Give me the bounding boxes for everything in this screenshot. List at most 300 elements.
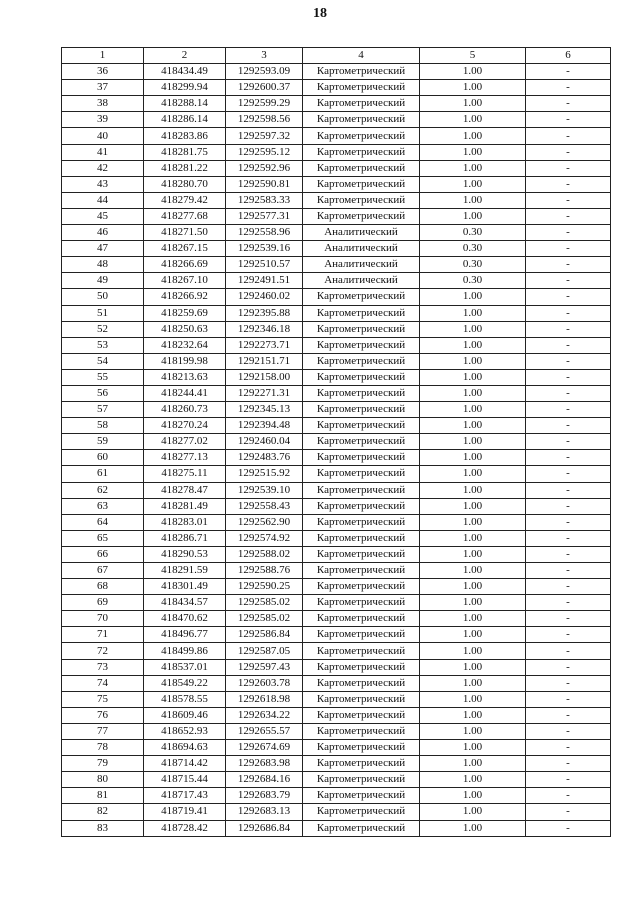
x-coordinate-cell: 418578.55 xyxy=(144,691,226,707)
point-number-cell: 37 xyxy=(62,80,144,96)
point-number-cell: 77 xyxy=(62,723,144,739)
accuracy-cell: 1.00 xyxy=(420,611,526,627)
accuracy-cell: 1.00 xyxy=(420,788,526,804)
accuracy-cell: 1.00 xyxy=(420,128,526,144)
x-coordinate-cell: 418277.13 xyxy=(144,450,226,466)
point-number-cell: 69 xyxy=(62,595,144,611)
x-coordinate-cell: 418299.94 xyxy=(144,80,226,96)
point-number-cell: 63 xyxy=(62,498,144,514)
accuracy-cell: 1.00 xyxy=(420,353,526,369)
y-coordinate-cell: 1292598.56 xyxy=(226,112,303,128)
accuracy-cell: 1.00 xyxy=(420,176,526,192)
y-coordinate-cell: 1292634.22 xyxy=(226,707,303,723)
point-number-cell: 60 xyxy=(62,450,144,466)
note-cell: - xyxy=(526,353,611,369)
column-header: 1 xyxy=(62,48,144,64)
method-cell: Картометрический xyxy=(303,820,420,836)
point-number-cell: 43 xyxy=(62,176,144,192)
method-cell: Картометрический xyxy=(303,160,420,176)
y-coordinate-cell: 1292158.00 xyxy=(226,369,303,385)
y-coordinate-cell: 1292683.79 xyxy=(226,788,303,804)
x-coordinate-cell: 418266.92 xyxy=(144,289,226,305)
method-cell: Картометрический xyxy=(303,466,420,482)
table-row xyxy=(62,208,611,224)
table-row xyxy=(62,192,611,208)
table-row xyxy=(62,337,611,353)
note-cell: - xyxy=(526,450,611,466)
note-cell: - xyxy=(526,611,611,627)
method-cell: Аналитический xyxy=(303,241,420,257)
point-number-cell: 64 xyxy=(62,514,144,530)
y-coordinate-cell: 1292562.90 xyxy=(226,514,303,530)
x-coordinate-cell: 418652.93 xyxy=(144,723,226,739)
table-row xyxy=(62,305,611,321)
x-coordinate-cell: 418283.01 xyxy=(144,514,226,530)
y-coordinate-cell: 1292539.16 xyxy=(226,241,303,257)
y-coordinate-cell: 1292345.13 xyxy=(226,402,303,418)
note-cell: - xyxy=(526,305,611,321)
column-header: 4 xyxy=(303,48,420,64)
table-row xyxy=(62,530,611,546)
note-cell: - xyxy=(526,643,611,659)
method-cell: Картометрический xyxy=(303,450,420,466)
x-coordinate-cell: 418283.86 xyxy=(144,128,226,144)
y-coordinate-cell: 1292483.76 xyxy=(226,450,303,466)
accuracy-cell: 1.00 xyxy=(420,192,526,208)
method-cell: Картометрический xyxy=(303,369,420,385)
method-cell: Картометрический xyxy=(303,723,420,739)
note-cell: - xyxy=(526,96,611,112)
method-cell: Картометрический xyxy=(303,579,420,595)
y-coordinate-cell: 1292590.25 xyxy=(226,579,303,595)
note-cell: - xyxy=(526,482,611,498)
x-coordinate-cell: 418259.69 xyxy=(144,305,226,321)
x-coordinate-cell: 418244.41 xyxy=(144,385,226,401)
method-cell: Аналитический xyxy=(303,257,420,273)
table-row xyxy=(62,64,611,80)
method-cell: Картометрический xyxy=(303,208,420,224)
method-cell: Картометрический xyxy=(303,530,420,546)
table-row xyxy=(62,546,611,562)
table-row xyxy=(62,418,611,434)
method-cell: Картометрический xyxy=(303,337,420,353)
x-coordinate-cell: 418719.41 xyxy=(144,804,226,820)
accuracy-cell: 1.00 xyxy=(420,402,526,418)
point-number-cell: 50 xyxy=(62,289,144,305)
y-coordinate-cell: 1292674.69 xyxy=(226,740,303,756)
point-number-cell: 74 xyxy=(62,675,144,691)
note-cell: - xyxy=(526,627,611,643)
table-row xyxy=(62,482,611,498)
method-cell: Картометрический xyxy=(303,434,420,450)
method-cell: Картометрический xyxy=(303,144,420,160)
point-number-cell: 52 xyxy=(62,321,144,337)
y-coordinate-cell: 1292460.02 xyxy=(226,289,303,305)
accuracy-cell: 0.30 xyxy=(420,273,526,289)
method-cell: Картометрический xyxy=(303,289,420,305)
note-cell: - xyxy=(526,257,611,273)
point-number-cell: 45 xyxy=(62,208,144,224)
accuracy-cell: 1.00 xyxy=(420,144,526,160)
accuracy-cell: 1.00 xyxy=(420,450,526,466)
method-cell: Картометрический xyxy=(303,804,420,820)
y-coordinate-cell: 1292595.12 xyxy=(226,144,303,160)
coordinates-table xyxy=(61,47,611,837)
accuracy-cell: 1.00 xyxy=(420,369,526,385)
y-coordinate-cell: 1292603.78 xyxy=(226,675,303,691)
y-coordinate-cell: 1292558.43 xyxy=(226,498,303,514)
y-coordinate-cell: 1292599.29 xyxy=(226,96,303,112)
note-cell: - xyxy=(526,402,611,418)
accuracy-cell: 1.00 xyxy=(420,498,526,514)
y-coordinate-cell: 1292588.02 xyxy=(226,546,303,562)
note-cell: - xyxy=(526,707,611,723)
y-coordinate-cell: 1292686.84 xyxy=(226,820,303,836)
x-coordinate-cell: 418470.62 xyxy=(144,611,226,627)
note-cell: - xyxy=(526,659,611,675)
method-cell: Картометрический xyxy=(303,627,420,643)
accuracy-cell: 1.00 xyxy=(420,546,526,562)
note-cell: - xyxy=(526,740,611,756)
table-row xyxy=(62,96,611,112)
method-cell: Картометрический xyxy=(303,514,420,530)
y-coordinate-cell: 1292271.31 xyxy=(226,385,303,401)
accuracy-cell: 1.00 xyxy=(420,64,526,80)
table-row xyxy=(62,225,611,241)
y-coordinate-cell: 1292597.43 xyxy=(226,659,303,675)
point-number-cell: 36 xyxy=(62,64,144,80)
accuracy-cell: 0.30 xyxy=(420,241,526,257)
accuracy-cell: 1.00 xyxy=(420,482,526,498)
y-coordinate-cell: 1292590.81 xyxy=(226,176,303,192)
point-number-cell: 72 xyxy=(62,643,144,659)
point-number-cell: 38 xyxy=(62,96,144,112)
table-row xyxy=(62,740,611,756)
y-coordinate-cell: 1292151.71 xyxy=(226,353,303,369)
table-row xyxy=(62,402,611,418)
x-coordinate-cell: 418271.50 xyxy=(144,225,226,241)
y-coordinate-cell: 1292588.76 xyxy=(226,563,303,579)
accuracy-cell: 1.00 xyxy=(420,772,526,788)
point-number-cell: 80 xyxy=(62,772,144,788)
point-number-cell: 83 xyxy=(62,820,144,836)
method-cell: Картометрический xyxy=(303,192,420,208)
x-coordinate-cell: 418301.49 xyxy=(144,579,226,595)
note-cell: - xyxy=(526,128,611,144)
note-cell: - xyxy=(526,225,611,241)
x-coordinate-cell: 418717.43 xyxy=(144,788,226,804)
note-cell: - xyxy=(526,64,611,80)
table-row xyxy=(62,563,611,579)
accuracy-cell: 0.30 xyxy=(420,257,526,273)
table-row xyxy=(62,820,611,836)
table-body xyxy=(62,64,611,837)
y-coordinate-cell: 1292618.98 xyxy=(226,691,303,707)
method-cell: Картометрический xyxy=(303,675,420,691)
table-row xyxy=(62,434,611,450)
method-cell: Картометрический xyxy=(303,176,420,192)
y-coordinate-cell: 1292491.51 xyxy=(226,273,303,289)
note-cell: - xyxy=(526,385,611,401)
note-cell: - xyxy=(526,498,611,514)
x-coordinate-cell: 418694.63 xyxy=(144,740,226,756)
y-coordinate-cell: 1292510.57 xyxy=(226,257,303,273)
x-coordinate-cell: 418277.02 xyxy=(144,434,226,450)
table-row xyxy=(62,579,611,595)
note-cell: - xyxy=(526,691,611,707)
note-cell: - xyxy=(526,273,611,289)
point-number-cell: 54 xyxy=(62,353,144,369)
table-row xyxy=(62,257,611,273)
y-coordinate-cell: 1292583.33 xyxy=(226,192,303,208)
accuracy-cell: 1.00 xyxy=(420,337,526,353)
x-coordinate-cell: 418281.75 xyxy=(144,144,226,160)
method-cell: Картометрический xyxy=(303,353,420,369)
note-cell: - xyxy=(526,804,611,820)
point-number-cell: 41 xyxy=(62,144,144,160)
method-cell: Картометрический xyxy=(303,321,420,337)
note-cell: - xyxy=(526,144,611,160)
column-header: 6 xyxy=(526,48,611,64)
note-cell: - xyxy=(526,434,611,450)
note-cell: - xyxy=(526,160,611,176)
point-number-cell: 49 xyxy=(62,273,144,289)
x-coordinate-cell: 418280.70 xyxy=(144,176,226,192)
point-number-cell: 55 xyxy=(62,369,144,385)
point-number-cell: 70 xyxy=(62,611,144,627)
y-coordinate-cell: 1292600.37 xyxy=(226,80,303,96)
table-row xyxy=(62,643,611,659)
point-number-cell: 53 xyxy=(62,337,144,353)
accuracy-cell: 1.00 xyxy=(420,820,526,836)
accuracy-cell: 1.00 xyxy=(420,514,526,530)
note-cell: - xyxy=(526,788,611,804)
note-cell: - xyxy=(526,756,611,772)
table-row xyxy=(62,321,611,337)
table-row xyxy=(62,691,611,707)
note-cell: - xyxy=(526,321,611,337)
page-number: 18 xyxy=(313,6,327,21)
x-coordinate-cell: 418434.49 xyxy=(144,64,226,80)
accuracy-cell: 1.00 xyxy=(420,321,526,337)
point-number-cell: 67 xyxy=(62,563,144,579)
note-cell: - xyxy=(526,176,611,192)
note-cell: - xyxy=(526,563,611,579)
accuracy-cell: 1.00 xyxy=(420,691,526,707)
method-cell: Картометрический xyxy=(303,80,420,96)
table-row xyxy=(62,772,611,788)
table-row xyxy=(62,385,611,401)
x-coordinate-cell: 418537.01 xyxy=(144,659,226,675)
point-number-cell: 44 xyxy=(62,192,144,208)
note-cell: - xyxy=(526,241,611,257)
table-row xyxy=(62,80,611,96)
point-number-cell: 71 xyxy=(62,627,144,643)
column-header: 2 xyxy=(144,48,226,64)
point-number-cell: 56 xyxy=(62,385,144,401)
y-coordinate-cell: 1292585.02 xyxy=(226,611,303,627)
point-number-cell: 79 xyxy=(62,756,144,772)
accuracy-cell: 1.00 xyxy=(420,305,526,321)
y-coordinate-cell: 1292515.92 xyxy=(226,466,303,482)
method-cell: Картометрический xyxy=(303,659,420,675)
method-cell: Картометрический xyxy=(303,128,420,144)
x-coordinate-cell: 418199.98 xyxy=(144,353,226,369)
x-coordinate-cell: 418277.68 xyxy=(144,208,226,224)
note-cell: - xyxy=(526,80,611,96)
point-number-cell: 61 xyxy=(62,466,144,482)
point-number-cell: 76 xyxy=(62,707,144,723)
note-cell: - xyxy=(526,369,611,385)
method-cell: Картометрический xyxy=(303,643,420,659)
accuracy-cell: 1.00 xyxy=(420,707,526,723)
accuracy-cell: 1.00 xyxy=(420,675,526,691)
accuracy-cell: 1.00 xyxy=(420,530,526,546)
x-coordinate-cell: 418213.63 xyxy=(144,369,226,385)
x-coordinate-cell: 418728.42 xyxy=(144,820,226,836)
accuracy-cell: 1.00 xyxy=(420,418,526,434)
method-cell: Картометрический xyxy=(303,740,420,756)
accuracy-cell: 1.00 xyxy=(420,643,526,659)
x-coordinate-cell: 418267.15 xyxy=(144,241,226,257)
point-number-cell: 57 xyxy=(62,402,144,418)
header-row xyxy=(62,48,611,64)
y-coordinate-cell: 1292558.96 xyxy=(226,225,303,241)
note-cell: - xyxy=(526,530,611,546)
accuracy-cell: 1.00 xyxy=(420,563,526,579)
accuracy-cell: 1.00 xyxy=(420,208,526,224)
method-cell: Картометрический xyxy=(303,498,420,514)
note-cell: - xyxy=(526,595,611,611)
x-coordinate-cell: 418266.69 xyxy=(144,257,226,273)
y-coordinate-cell: 1292683.13 xyxy=(226,804,303,820)
y-coordinate-cell: 1292585.02 xyxy=(226,595,303,611)
x-coordinate-cell: 418434.57 xyxy=(144,595,226,611)
note-cell: - xyxy=(526,514,611,530)
x-coordinate-cell: 418260.73 xyxy=(144,402,226,418)
method-cell: Картометрический xyxy=(303,707,420,723)
table-row xyxy=(62,289,611,305)
y-coordinate-cell: 1292586.84 xyxy=(226,627,303,643)
point-number-cell: 51 xyxy=(62,305,144,321)
point-number-cell: 81 xyxy=(62,788,144,804)
y-coordinate-cell: 1292539.10 xyxy=(226,482,303,498)
y-coordinate-cell: 1292394.48 xyxy=(226,418,303,434)
note-cell: - xyxy=(526,723,611,739)
y-coordinate-cell: 1292684.16 xyxy=(226,772,303,788)
point-number-cell: 58 xyxy=(62,418,144,434)
table-row xyxy=(62,160,611,176)
y-coordinate-cell: 1292395.88 xyxy=(226,305,303,321)
point-number-cell: 39 xyxy=(62,112,144,128)
note-cell: - xyxy=(526,546,611,562)
accuracy-cell: 1.00 xyxy=(420,385,526,401)
accuracy-cell: 1.00 xyxy=(420,434,526,450)
point-number-cell: 59 xyxy=(62,434,144,450)
method-cell: Картометрический xyxy=(303,563,420,579)
table-row xyxy=(62,595,611,611)
point-number-cell: 68 xyxy=(62,579,144,595)
table-row xyxy=(62,128,611,144)
note-cell: - xyxy=(526,289,611,305)
x-coordinate-cell: 418286.14 xyxy=(144,112,226,128)
table-row xyxy=(62,498,611,514)
table-row xyxy=(62,144,611,160)
note-cell: - xyxy=(526,579,611,595)
y-coordinate-cell: 1292597.32 xyxy=(226,128,303,144)
note-cell: - xyxy=(526,820,611,836)
method-cell: Картометрический xyxy=(303,691,420,707)
point-number-cell: 65 xyxy=(62,530,144,546)
method-cell: Картометрический xyxy=(303,112,420,128)
x-coordinate-cell: 418715.44 xyxy=(144,772,226,788)
point-number-cell: 73 xyxy=(62,659,144,675)
note-cell: - xyxy=(526,772,611,788)
table-row xyxy=(62,723,611,739)
point-number-cell: 48 xyxy=(62,257,144,273)
accuracy-cell: 1.00 xyxy=(420,804,526,820)
point-number-cell: 75 xyxy=(62,691,144,707)
table-row xyxy=(62,788,611,804)
accuracy-cell: 0.30 xyxy=(420,225,526,241)
x-coordinate-cell: 418270.24 xyxy=(144,418,226,434)
accuracy-cell: 1.00 xyxy=(420,740,526,756)
accuracy-cell: 1.00 xyxy=(420,595,526,611)
x-coordinate-cell: 418499.86 xyxy=(144,643,226,659)
x-coordinate-cell: 418281.49 xyxy=(144,498,226,514)
accuracy-cell: 1.00 xyxy=(420,289,526,305)
point-number-cell: 47 xyxy=(62,241,144,257)
table-row xyxy=(62,756,611,772)
accuracy-cell: 1.00 xyxy=(420,80,526,96)
point-number-cell: 46 xyxy=(62,225,144,241)
y-coordinate-cell: 1292574.92 xyxy=(226,530,303,546)
point-number-cell: 78 xyxy=(62,740,144,756)
method-cell: Картометрический xyxy=(303,546,420,562)
x-coordinate-cell: 418279.42 xyxy=(144,192,226,208)
table-row xyxy=(62,675,611,691)
x-coordinate-cell: 418496.77 xyxy=(144,627,226,643)
note-cell: - xyxy=(526,675,611,691)
method-cell: Аналитический xyxy=(303,273,420,289)
x-coordinate-cell: 418714.42 xyxy=(144,756,226,772)
table-row xyxy=(62,369,611,385)
table-row xyxy=(62,707,611,723)
accuracy-cell: 1.00 xyxy=(420,627,526,643)
y-coordinate-cell: 1292346.18 xyxy=(226,321,303,337)
point-number-cell: 82 xyxy=(62,804,144,820)
table-row xyxy=(62,611,611,627)
table-row xyxy=(62,112,611,128)
table-row xyxy=(62,353,611,369)
table-row xyxy=(62,627,611,643)
note-cell: - xyxy=(526,337,611,353)
accuracy-cell: 1.00 xyxy=(420,96,526,112)
method-cell: Картометрический xyxy=(303,96,420,112)
accuracy-cell: 1.00 xyxy=(420,723,526,739)
note-cell: - xyxy=(526,418,611,434)
method-cell: Аналитический xyxy=(303,225,420,241)
method-cell: Картометрический xyxy=(303,385,420,401)
accuracy-cell: 1.00 xyxy=(420,579,526,595)
table-row xyxy=(62,804,611,820)
method-cell: Картометрический xyxy=(303,611,420,627)
note-cell: - xyxy=(526,112,611,128)
table-row xyxy=(62,241,611,257)
x-coordinate-cell: 418275.11 xyxy=(144,466,226,482)
method-cell: Картометрический xyxy=(303,595,420,611)
y-coordinate-cell: 1292655.57 xyxy=(226,723,303,739)
